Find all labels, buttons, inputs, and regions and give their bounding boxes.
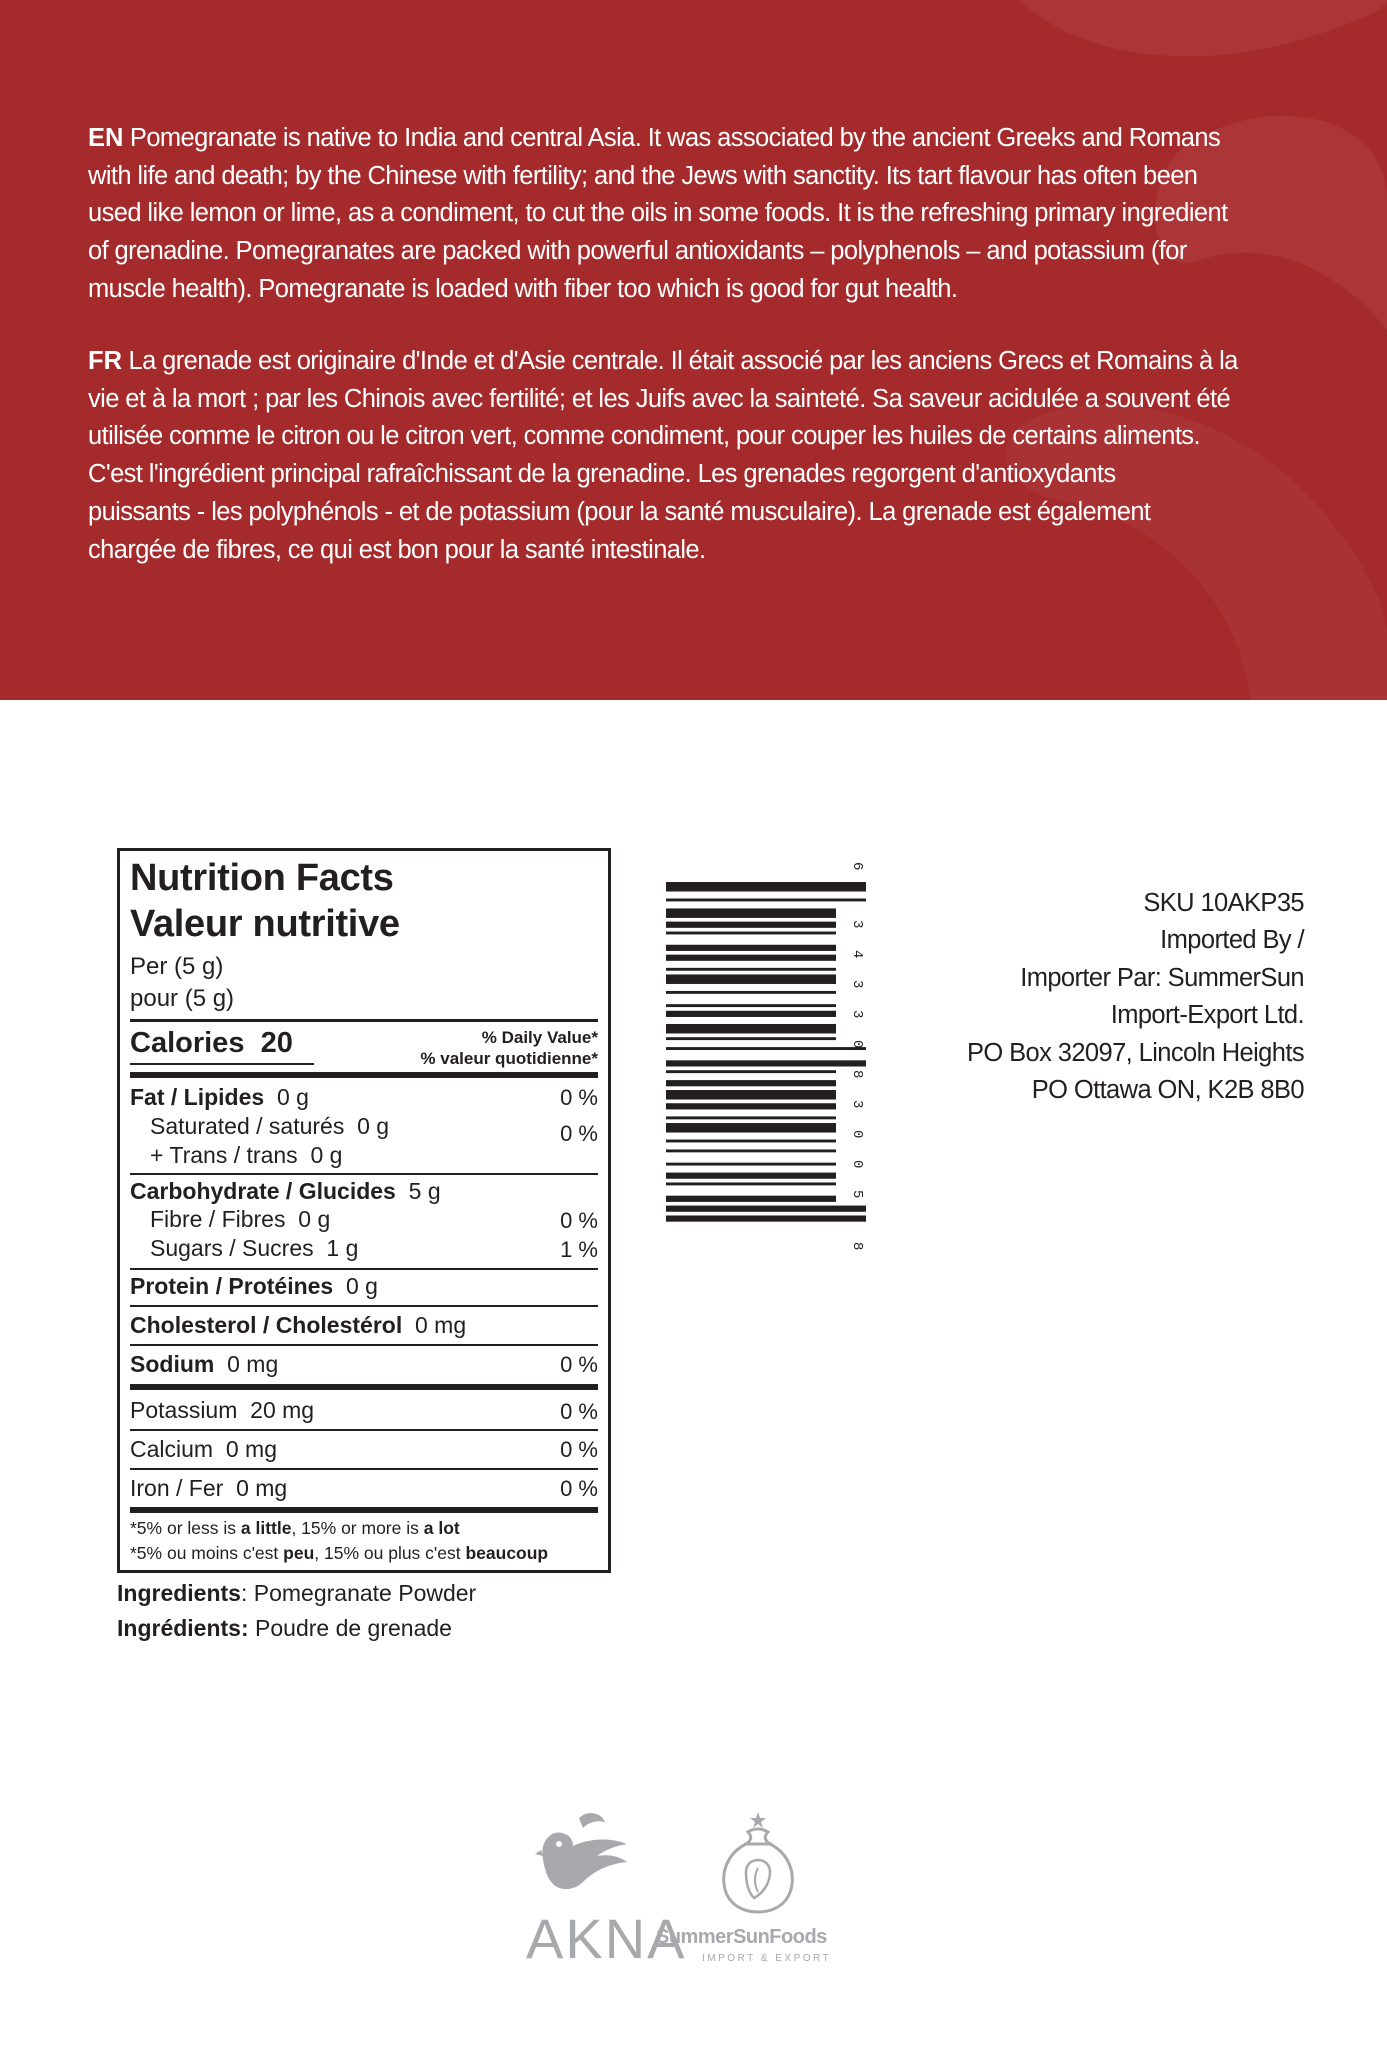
barcode-bar	[666, 1070, 836, 1073]
saturated-dv: 0 %	[560, 1121, 598, 1146]
carbohydrate-row	[130, 1178, 441, 1205]
summersun-logo-text: SummerSunFoods	[656, 1926, 827, 1948]
barcode-bar	[666, 1080, 836, 1086]
barcode-bar	[666, 1060, 866, 1066]
fibre-row	[150, 1206, 330, 1233]
barcode-bar	[666, 1182, 836, 1185]
barcode-digits	[849, 920, 865, 1198]
protein-row	[130, 1273, 378, 1300]
barcode-bar	[666, 882, 866, 892]
fibre-amount: 0 g	[298, 1206, 331, 1232]
barcode-bar	[666, 955, 836, 961]
saturated-amount: 0 g	[357, 1113, 390, 1139]
potassium-label: Potassium	[130, 1397, 238, 1423]
importer-line: Imported By /	[1160, 926, 1304, 955]
barcode-bar	[666, 1090, 836, 1100]
importer-line: Importer Par: SummerSun	[1020, 963, 1304, 992]
protein-label: Protein / Protéines	[130, 1273, 334, 1299]
iron-amount: 0 mg	[236, 1475, 288, 1501]
barcode-bar	[666, 899, 866, 902]
thick-divider	[130, 1072, 598, 1078]
divider	[130, 1268, 598, 1270]
description-line	[88, 120, 1288, 158]
nutrition-title-en: Nutrition Facts	[130, 857, 394, 899]
divider	[130, 1305, 598, 1307]
barcode-digit: 0	[849, 1040, 865, 1049]
barcode-bar	[666, 1149, 836, 1152]
divider	[130, 1019, 598, 1022]
description-line: utilisée comme le citron ou le citron vert, comme condiment, pour couper les huiles de certains aliments.	[88, 422, 1200, 451]
sugars-dv: 1 %	[560, 1237, 598, 1262]
footnote-text: *5% ou moins c'est	[130, 1543, 284, 1563]
trans-amount: 0 g	[310, 1142, 343, 1168]
calories-row	[130, 1027, 293, 1060]
barcode-bar	[666, 1206, 866, 1212]
potassium-row	[130, 1397, 314, 1424]
daily-value-fr: % valeur quotidienne*	[420, 1049, 598, 1068]
sugars-amount: 1 g	[326, 1235, 359, 1261]
calcium-amount: 0 mg	[225, 1436, 277, 1462]
barcode-bar	[666, 968, 836, 971]
description-line: puissants - les polyphénols - et de potassium (pour la santé musculaire). La grenade est également	[88, 497, 1151, 526]
barcode-bar	[666, 1123, 836, 1133]
barcode-bar	[666, 1163, 836, 1166]
sodium-label: Sodium	[130, 1351, 215, 1377]
barcode	[662, 850, 872, 1260]
barcode-bar	[666, 1047, 866, 1050]
serving-size-fr: pour (5 g)	[130, 985, 235, 1012]
barcode-digit: 5	[849, 1190, 865, 1199]
divider	[130, 1468, 598, 1470]
barcode-bar	[666, 1116, 836, 1119]
sodium-row	[130, 1351, 278, 1378]
iron-dv: 0 %	[560, 1476, 598, 1501]
barcode-bars	[666, 882, 866, 1222]
barcode-bar	[666, 1196, 836, 1202]
divider	[130, 1429, 598, 1431]
barcode-digit: 0	[849, 1130, 865, 1139]
sugars-label: Sugars / Sucres	[150, 1235, 314, 1261]
ingredients-en	[117, 1580, 476, 1607]
description-line: C'est l'ingrédient principal rafraîchissant de la grenadine. Les grenades regorgent d'antioxydants	[88, 460, 1116, 489]
cholesterol-row	[130, 1312, 466, 1339]
language-code-en: EN	[88, 124, 124, 152]
footnote-fr	[130, 1543, 548, 1564]
description-line: muscle health). Pomegranate is loaded with fiber too which is good for gut health.	[88, 274, 958, 303]
barcode-bar	[666, 945, 836, 951]
language-code-fr: FR	[88, 347, 122, 375]
barcode-digit: 3	[849, 1100, 865, 1109]
carbohydrate-amount: 5 g	[408, 1178, 441, 1204]
description-line: with life and death; by the Chinese with fertility; and the Jews with sanctity. Its tart flavour has often been	[88, 161, 1198, 190]
barcode-bar	[666, 1037, 836, 1040]
calories-underline	[130, 1063, 314, 1065]
footnote-text: , 15% ou plus c'est	[314, 1543, 466, 1563]
footnote-text: *5% or less is	[130, 1518, 241, 1538]
barcode-bar	[666, 1024, 836, 1034]
carbohydrate-label: Carbohydrate / Glucides	[130, 1178, 396, 1204]
trans-row	[150, 1142, 342, 1169]
barcode-bar	[666, 908, 836, 918]
fibre-label: Fibre / Fibres	[150, 1206, 286, 1232]
footnote-bold: a lot	[423, 1518, 460, 1538]
divider	[130, 1344, 598, 1346]
barcode-bar	[666, 932, 836, 935]
importer-info	[967, 885, 1304, 1109]
summersun-logo-subtext: IMPORT & EXPORT	[702, 1953, 832, 1964]
saturated-row	[150, 1113, 389, 1140]
description-line: chargée de fibres, ce qui est bon pour la santé intestinale.	[88, 535, 706, 564]
barcode-bar	[666, 1011, 836, 1017]
barcode-digit: 3	[849, 980, 865, 989]
sugars-row	[150, 1235, 358, 1262]
description-line	[88, 343, 1288, 381]
footnote-text: , 15% or more is	[291, 1518, 424, 1538]
barcode-digit: 3	[849, 920, 865, 929]
potassium-amount: 20 mg	[250, 1397, 315, 1423]
description-text: La grenade est originaire d'Inde et d'Asie centrale. Il était associé par les anciens Grecs et Romains à la	[122, 347, 1238, 375]
barcode-check-digit: 6	[849, 862, 865, 871]
description-panel	[0, 0, 1387, 700]
sodium-dv: 0 %	[560, 1352, 598, 1377]
barcode-bar	[666, 974, 836, 984]
cholesterol-label: Cholesterol / Cholestérol	[130, 1312, 403, 1338]
protein-amount: 0 g	[346, 1273, 378, 1299]
sku: SKU 10AKP35	[1143, 889, 1304, 917]
potassium-dv: 0 %	[560, 1399, 598, 1424]
footnote-bold: peu	[283, 1543, 315, 1563]
iron-row	[130, 1475, 287, 1502]
barcode-bar	[666, 1140, 836, 1143]
fat-dv: 0 %	[560, 1085, 598, 1110]
description-text: Pomegranate is native to India and central Asia. It was associated by the ancient Greeks and Romans	[123, 124, 1221, 152]
barcode-digit: 3	[849, 1010, 865, 1019]
ingredients-label-en: Ingredients	[117, 1580, 241, 1606]
nutrition-title-fr: Valeur nutritive	[130, 903, 400, 945]
importer-address: PO Box 32097, Lincoln Heights	[967, 1038, 1304, 1067]
ingredients-value-en: : Pomegranate Powder	[240, 1580, 477, 1606]
summersun-sack-logo-icon	[718, 1810, 798, 1915]
description-line: vie et à la mort ; par les Chinois avec fertilité; et les Juifs avec la sainteté. Sa saveur acidulée a souvent été	[88, 384, 1231, 413]
footnote-en	[130, 1518, 460, 1539]
serving-size-en: Per (5 g)	[130, 953, 224, 980]
barcode-bar	[666, 922, 836, 928]
ingredients-value-fr: Poudre de grenade	[248, 1615, 452, 1641]
thick-divider	[130, 1507, 598, 1513]
ingredients-label-fr: Ingrédients:	[117, 1615, 249, 1641]
akna-bird-logo-icon	[535, 1810, 635, 1900]
akna-logo-text: AKNA	[526, 1907, 687, 1970]
fat-amount: 0 g	[276, 1084, 309, 1110]
barcode-bar	[666, 1215, 866, 1221]
iron-label: Iron / Fer	[130, 1475, 224, 1501]
barcode-bar	[666, 1004, 836, 1007]
thick-divider	[130, 1384, 598, 1390]
calories-label: Calories	[130, 1027, 245, 1059]
description-line: used like lemon or lime, as a condiment, to cut the oils in some foods. It is the refreshing primary ingredient	[88, 199, 1228, 228]
calories-value: 20	[260, 1027, 293, 1059]
nutrition-facts-table	[117, 848, 611, 1573]
importer-line: Import-Export Ltd.	[1110, 1001, 1304, 1030]
barcode-digit: 0	[849, 1160, 865, 1169]
barcode-lead-digit: 8	[849, 1242, 865, 1251]
calcium-label: Calcium	[130, 1436, 214, 1462]
barcode-bar	[666, 1173, 836, 1179]
barcode-digit: 4	[849, 950, 865, 959]
fibre-dv: 0 %	[560, 1208, 598, 1233]
daily-value-en: % Daily Value*	[481, 1028, 598, 1047]
trans-label: + Trans / trans	[150, 1142, 298, 1168]
calcium-row	[130, 1436, 277, 1463]
description-line: of grenadine. Pomegranates are packed with powerful antioxidants – polyphenols – and potassium (for	[88, 237, 1187, 266]
sodium-amount: 0 mg	[227, 1351, 279, 1377]
barcode-digit: 8	[849, 1070, 865, 1079]
description-english	[88, 120, 1288, 309]
footnote-bold: beaucoup	[465, 1543, 549, 1563]
footnote-bold: a little	[240, 1518, 292, 1538]
barcode-bar	[666, 991, 836, 994]
importer-address: PO Ottawa ON, K2B 8B0	[1031, 1076, 1304, 1105]
saturated-label: Saturated / saturés	[150, 1113, 345, 1139]
cholesterol-amount: 0 mg	[415, 1312, 467, 1338]
divider	[130, 1173, 598, 1175]
calcium-dv: 0 %	[560, 1437, 598, 1462]
description-french	[88, 343, 1288, 569]
ingredients-fr	[117, 1615, 452, 1642]
fat-label: Fat / Lipides	[130, 1084, 265, 1110]
daily-value-header	[420, 1027, 598, 1069]
barcode-bar	[666, 1103, 836, 1109]
fat-row	[130, 1084, 309, 1111]
